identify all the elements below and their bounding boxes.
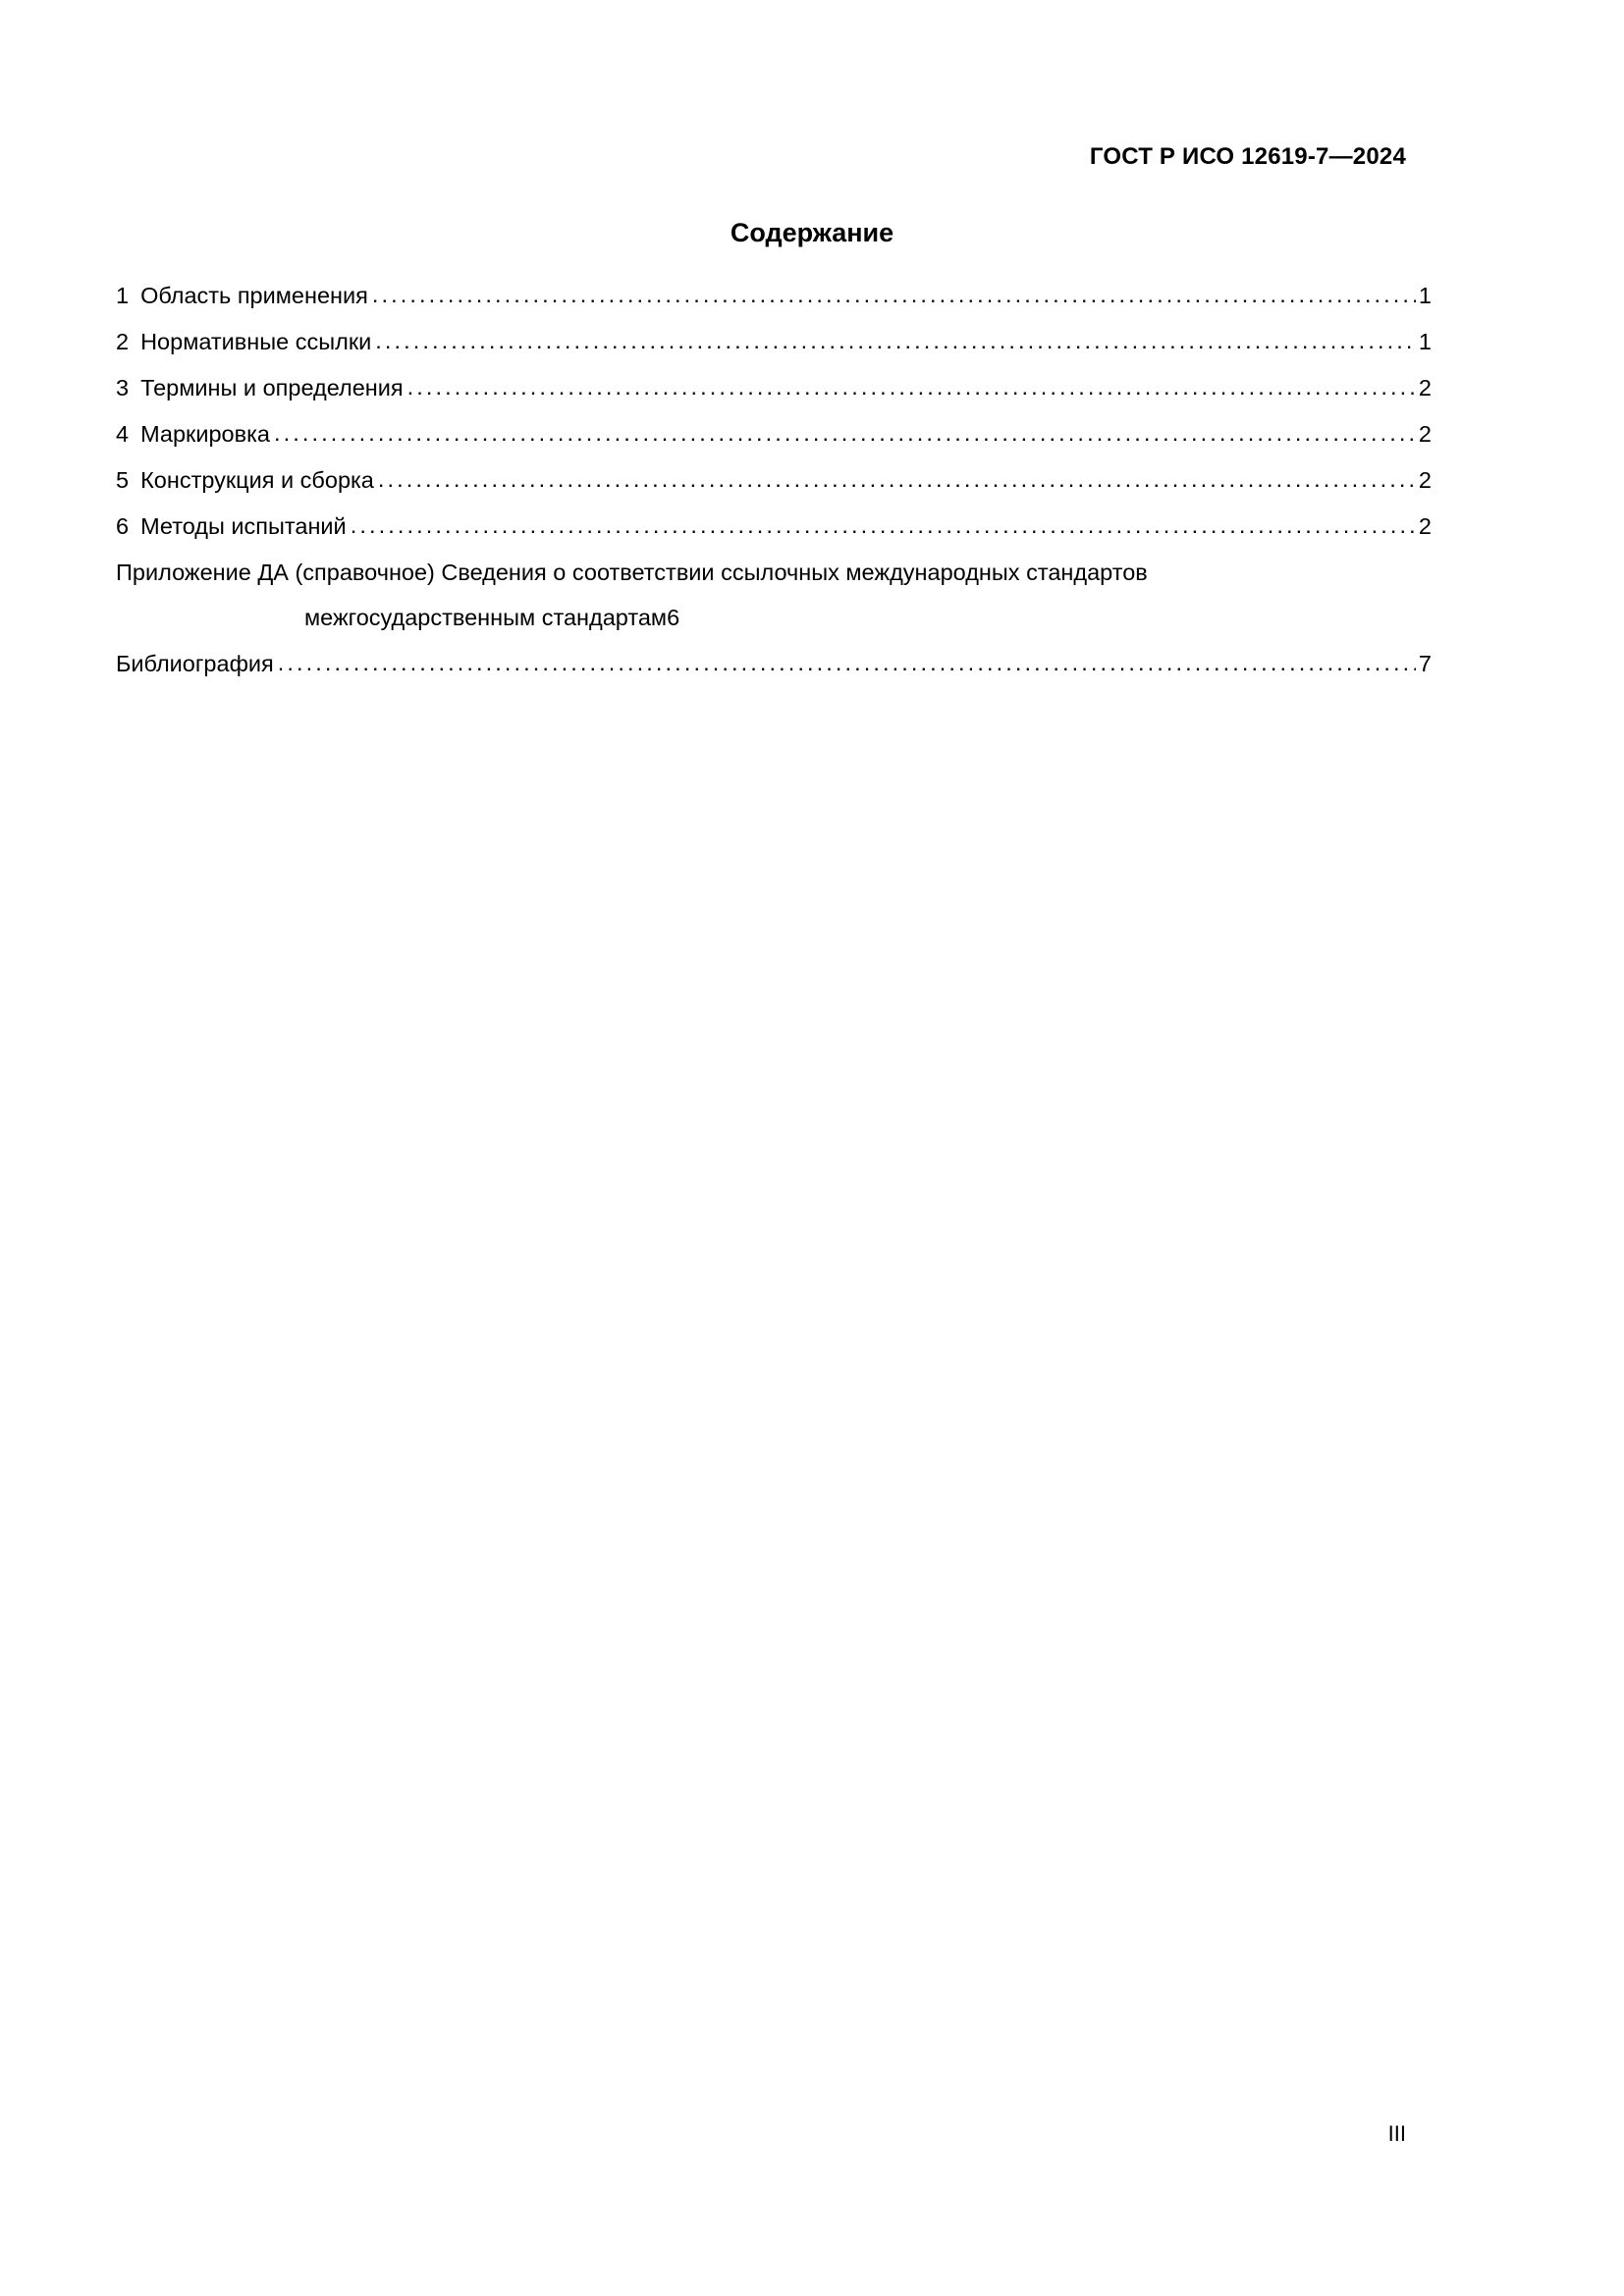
toc-item-number: 5 [116,467,130,493]
toc-item-number: 4 [116,421,130,447]
toc-item-label: Область применения [140,283,368,308]
toc-item-appendix-line1: Приложение ДА (справочное) Сведения о соответствии ссылочных международных стандартов [116,560,1148,585]
toc-item-label: Нормативные ссылки [140,329,372,354]
toc-item-appendix[interactable] [116,561,1432,629]
toc-item[interactable] [116,285,1432,308]
toc-item-label: Библиография [116,650,274,676]
toc-item-label: Методы испытаний [140,513,347,539]
toc-item-page: 2 [1418,421,1432,447]
toc-item[interactable] [116,377,1432,400]
toc-item-number: 3 [116,375,130,400]
toc-item-label: Конструкция и сборка [140,467,374,493]
toc-item-number: 6 [116,513,130,539]
toc-item-number: 1 [116,283,130,308]
table-of-contents [116,285,1432,699]
toc-item-page: 1 [1418,329,1432,354]
page-header-standard-id: ГОСТ Р ИСО 12619-7—2024 [1089,143,1406,170]
toc-item[interactable] [116,423,1432,447]
page-title: Содержание [730,218,894,247]
toc-item-appendix-page: 6 [667,604,680,630]
toc-item-appendix-line2: межгосударственным стандартам [304,604,668,630]
toc-item[interactable] [116,515,1432,539]
page-number-footer: III [1387,2121,1406,2146]
toc-leader-dots [351,514,1416,538]
toc-item[interactable] [116,331,1432,354]
toc-item-number: 2 [116,329,130,354]
toc-item-label: Термины и определения [140,375,404,400]
toc-item-page: 1 [1418,283,1432,308]
toc-item-page: 2 [1418,467,1432,493]
toc-item-label: Маркировка [140,421,270,447]
toc-item-page: 2 [1418,513,1432,539]
toc-item-page: 2 [1418,375,1432,400]
toc-item[interactable] [116,469,1432,493]
toc-leader-dots [372,284,1416,307]
toc-leader-dots [378,468,1416,492]
toc-leader-dots [278,652,1416,675]
toc-item-page: 7 [1418,650,1432,676]
toc-leader-dots [407,376,1416,400]
toc-item-bibliography[interactable] [116,650,1432,676]
toc-leader-dots [375,330,1416,353]
toc-leader-dots [274,422,1416,446]
